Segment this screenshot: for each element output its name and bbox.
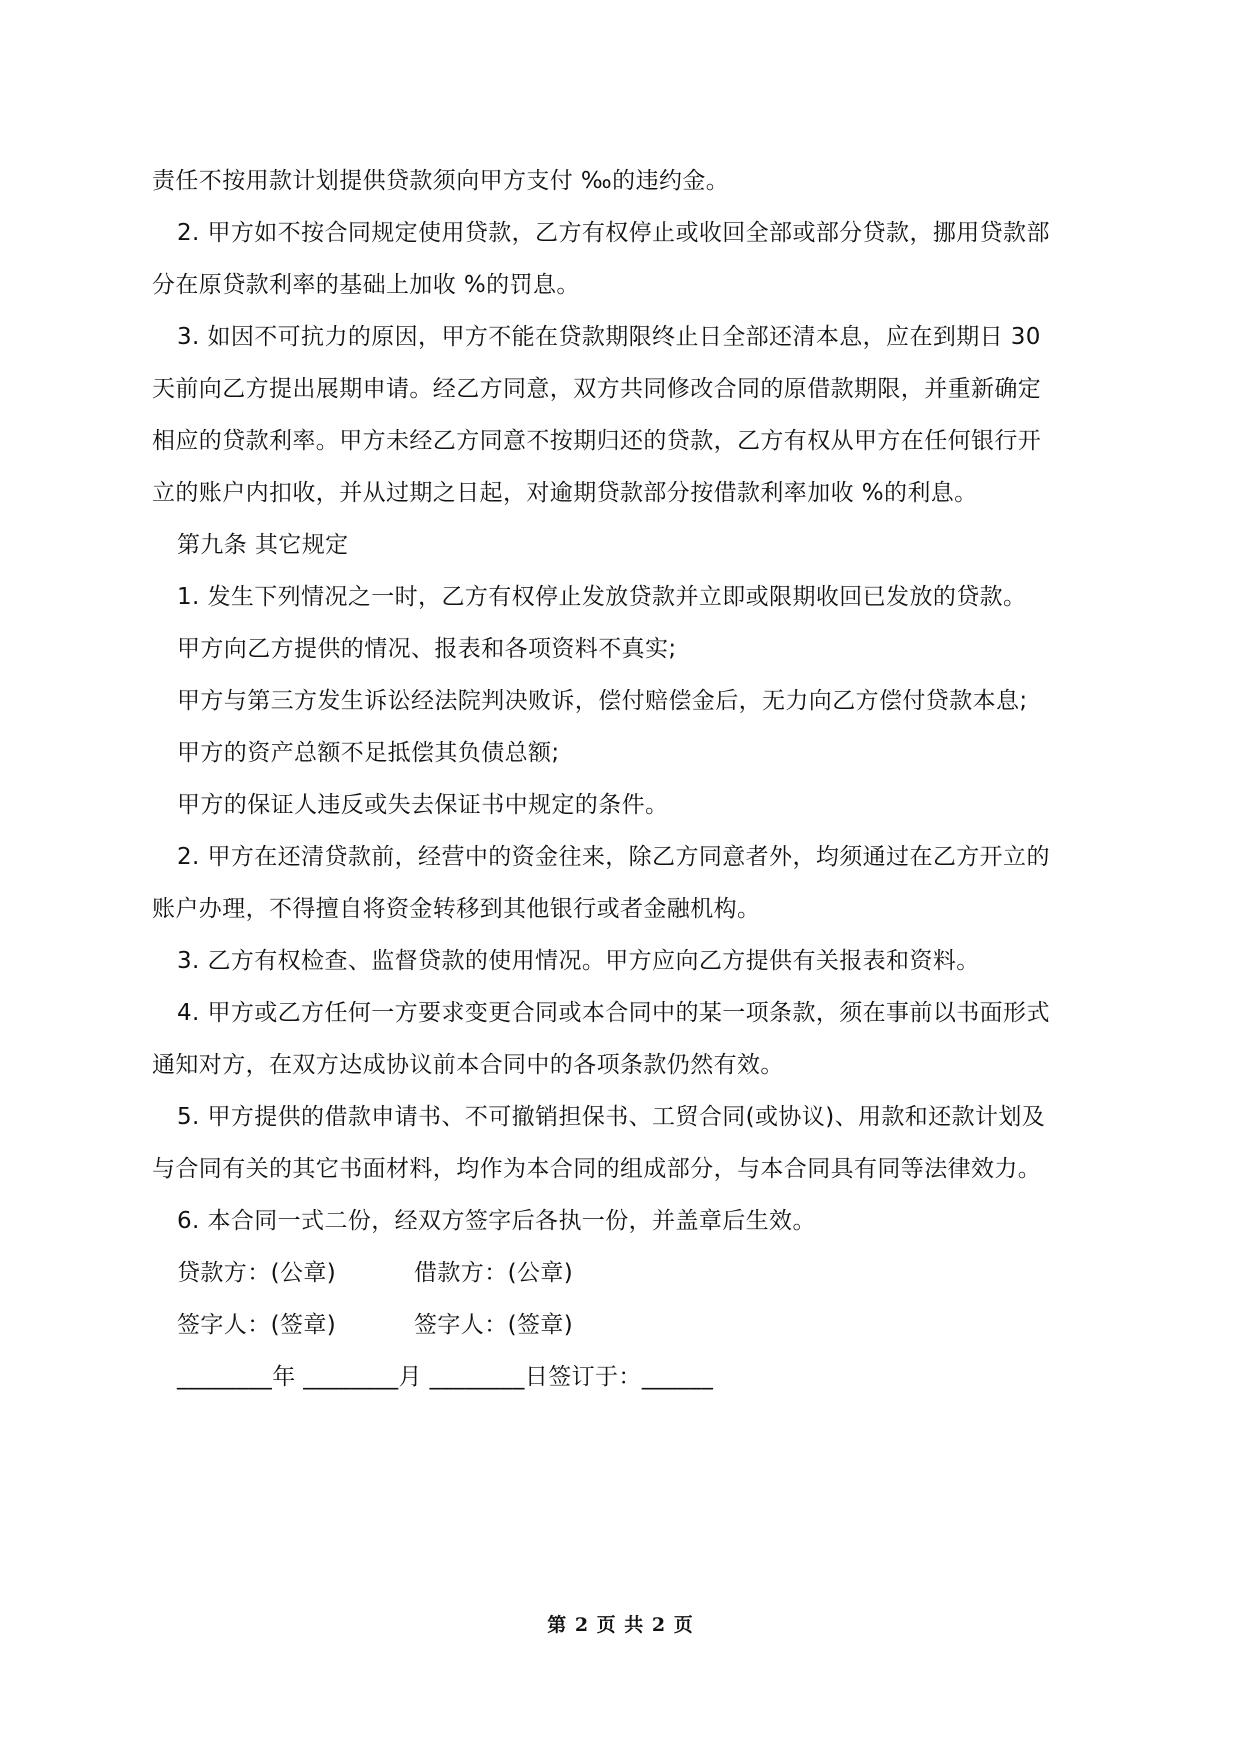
text-line: 天前向乙方提出展期申请。经乙方同意，双方共同修改合同的原借款期限，并重新确定 [152, 376, 1042, 402]
lender-seal-label: 贷款方：(公章) [177, 1260, 337, 1286]
text-line: 与合同有关的其它书面材料，均作为本合同的组成部分，与本合同具有同等法律效力。 [152, 1156, 1042, 1182]
text-line: 3. 如因不可抗力的原因，甲方不能在贷款期限终止日全部还清本息，应在到期日 30 [177, 324, 1041, 350]
text-line: 通知对方，在双方达成协议前本合同中的各项条款仍然有效。 [152, 1052, 784, 1078]
text-line: 甲方与第三方发生诉讼经法院判决败诉，偿付赔偿金后，无力向乙方偿付贷款本息; [177, 688, 1028, 714]
text-line: 甲方的资产总额不足抵偿其负债总额; [177, 740, 560, 766]
text-line: 2. 甲方如不按合同规定使用贷款，乙方有权停止或收回全部或部分贷款，挪用贷款部 [177, 220, 1050, 246]
signing-date-line: ________年 ________月 ________日签订于：______ [177, 1364, 714, 1390]
text-line: 责任不按用款计划提供贷款须向甲方支付 ‰的违约金。 [152, 168, 730, 194]
text-line: 2. 甲方在还清贷款前，经营中的资金往来，除乙方同意者外，均须通过在乙方开立的 [177, 844, 1050, 870]
text-line: 第九条 其它规定 [177, 532, 349, 558]
page-number-footer: 第 2 页 共 2 页 [547, 1614, 694, 1636]
lender-signer-label: 签字人：(签章) [177, 1312, 337, 1338]
borrower-signer-label: 签字人：(签章) [414, 1312, 574, 1338]
text-line: 相应的贷款利率。甲方未经乙方同意不按期归还的贷款，乙方有权从甲方在任何银行开 [152, 428, 1042, 454]
text-line: 3. 乙方有权检查、监督贷款的使用情况。甲方应向乙方提供有关报表和资料。 [177, 948, 980, 974]
signer-row [152, 1299, 1092, 1351]
text-line: 立的账户内扣收，并从过期之日起，对逾期贷款部分按借款利率加收 %的利息。 [152, 480, 978, 506]
text-line: 甲方的保证人违反或失去保证书中规定的条件。 [177, 792, 669, 818]
borrower-seal-label: 借款方：(公章) [414, 1260, 574, 1286]
paragraph-lines [152, 155, 1092, 1247]
text-line: 账户办理，不得擅自将资金转移到其他银行或者金融机构。 [152, 896, 761, 922]
text-line: 分在原贷款利率的基础上加收 %的罚息。 [152, 272, 580, 298]
text-line: 5. 甲方提供的借款申请书、不可撤销担保书、工贸合同(或协议)、用款和还款计划及 [177, 1104, 1046, 1130]
text-line: 6. 本合同一式二份，经双方签字后各执一份，并盖章后生效。 [177, 1208, 816, 1234]
seal-row [152, 1247, 1092, 1299]
text-line: 4. 甲方或乙方任何一方要求变更合同或本合同中的某一项条款，须在事前以书面形式 [177, 1000, 1050, 1026]
text-line: 1. 发生下列情况之一时，乙方有权停止发放贷款并立即或限期收回已发放的贷款。 [177, 584, 1027, 610]
document-body [152, 155, 1092, 1403]
text-line: 甲方向乙方提供的情况、报表和各项资料不真实; [177, 636, 677, 662]
